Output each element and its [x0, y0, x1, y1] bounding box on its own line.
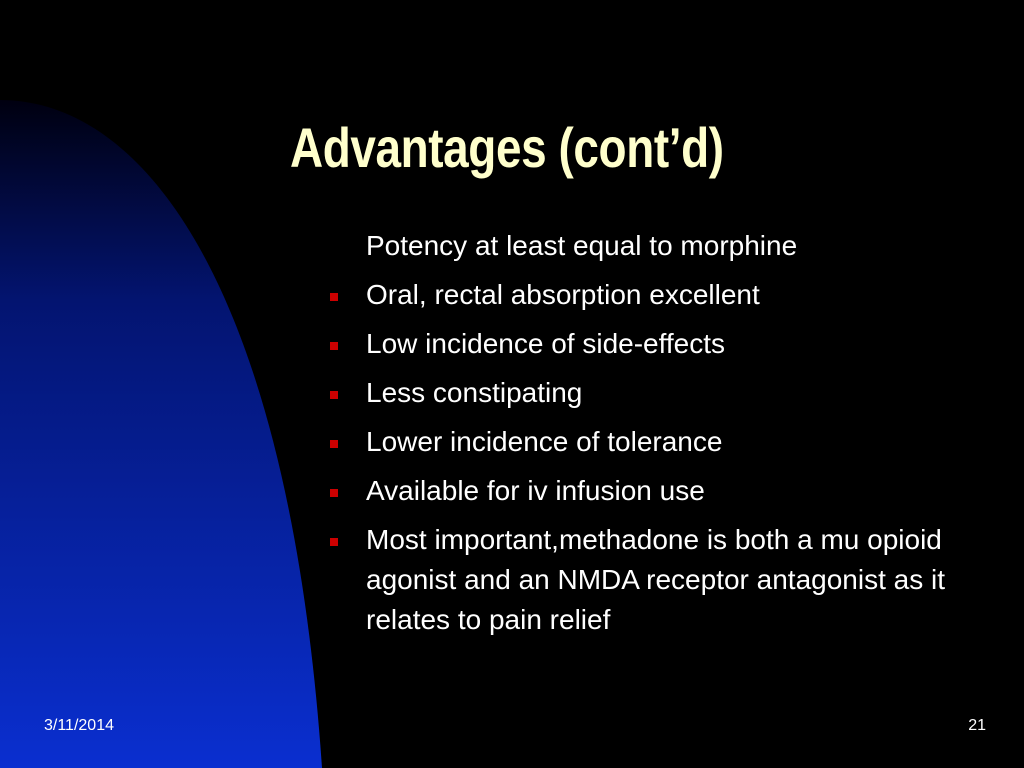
list-item: [328, 226, 988, 266]
square-bullet-icon: [330, 391, 338, 399]
list-item: [328, 422, 988, 462]
bullet-list: [328, 226, 988, 649]
square-bullet-icon: [330, 538, 338, 546]
list-item-text: Less constipating: [366, 377, 583, 408]
list-item-text: Potency at least equal to morphine: [366, 230, 798, 261]
list-item: [328, 520, 988, 640]
footer-date: 3/11/2014: [44, 717, 114, 734]
list-item-text: Lower incidence of tolerance: [366, 426, 723, 457]
slide-number: 21: [968, 717, 986, 734]
list-item-text: Low incidence of side-effects: [366, 328, 726, 359]
list-item: [328, 373, 988, 413]
list-item-text: Oral, rectal absorption excellent: [366, 279, 760, 310]
list-item-text: Most important,methadone is both a mu opioid agonist and an NMDA receptor antagonist as it relates to pain relief: [366, 524, 946, 635]
list-item: [328, 324, 988, 364]
list-item-text: Available for iv infusion use: [366, 475, 705, 506]
square-bullet-icon: [330, 489, 338, 497]
list-item: [328, 275, 988, 315]
square-bullet-icon: [330, 342, 338, 350]
square-bullet-icon: [330, 293, 338, 301]
slide-title: Advantages (cont’d): [290, 116, 724, 179]
list-item: [328, 471, 988, 511]
square-bullet-icon: [330, 440, 338, 448]
